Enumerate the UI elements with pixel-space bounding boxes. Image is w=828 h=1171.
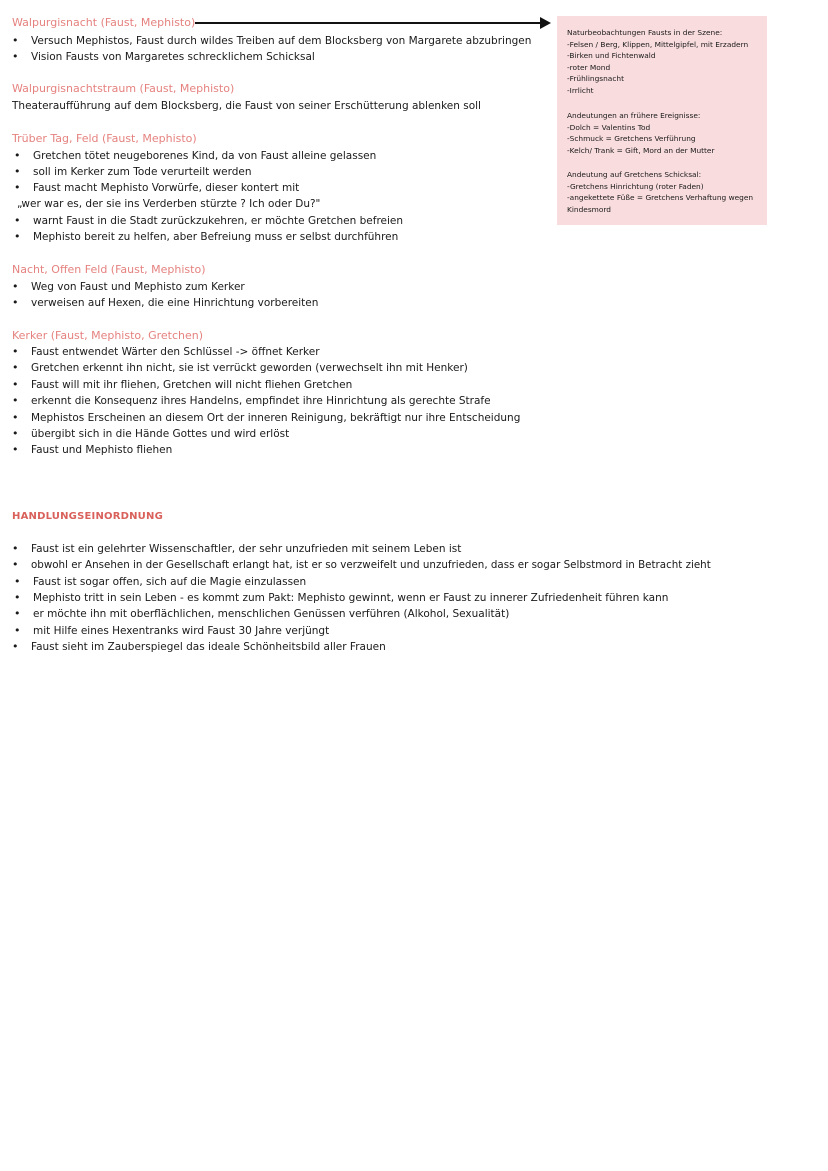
list-item: • erkennt die Konsequenz ihres Handelns, empfindet ihre Hinrichtung als gerechte Strafe bbox=[31, 394, 491, 408]
arrow-head-icon bbox=[540, 17, 551, 29]
list-item: • Faust macht Mephisto Vorwürfe, dieser kontert mit bbox=[33, 181, 299, 195]
list-item: • Vision Fausts von Margaretes schrecklichem Schicksal bbox=[31, 50, 315, 64]
list-item: • Weg von Faust und Mephisto zum Kerker bbox=[31, 280, 245, 294]
list-item: • soll im Kerker zum Tode verurteilt werden bbox=[33, 165, 252, 179]
note-line: -angekettete Füße = Gretchens Verhaftung wegen bbox=[567, 193, 754, 202]
list-item: • Faust sieht im Zauberspiegel das ideale Schönheitsbild aller Frauen bbox=[31, 640, 386, 654]
note-line: -Dolch = Valentins Tod bbox=[567, 123, 651, 132]
list-item: • Gretchen tötet neugeborenes Kind, da von Faust alleine gelassen bbox=[33, 149, 376, 163]
list-item: • Faust entwendet Wärter den Schlüssel -> öffnet Kerker bbox=[31, 345, 320, 359]
list-item: • verweisen auf Hexen, die eine Hinrichtung vorbereiten bbox=[31, 296, 318, 310]
list-item: • Faust ist ein gelehrter Wissenschaftler, der sehr unzufrieden mit seinem Leben ist bbox=[31, 542, 461, 556]
section-heading: Nacht, Offen Feld (Faust, Mephisto) bbox=[12, 263, 206, 276]
list-item: • mit Hilfe eines Hexentranks wird Faust 30 Jahre verjüngt bbox=[33, 624, 329, 638]
section-heading: Kerker (Faust, Mephisto, Gretchen) bbox=[12, 329, 204, 342]
note-line: -Schmuck = Gretchens Verführung bbox=[567, 134, 696, 143]
note-line: -roter Mond bbox=[567, 63, 611, 72]
list-item: • übergibt sich in die Hände Gottes und wird erlöst bbox=[31, 427, 289, 441]
list-item: • er möchte ihn mit oberflächlichen, menschlichen Genüssen verführen (Alkohol, Sexualität) bbox=[33, 607, 509, 621]
section-heading: Trüber Tag, Feld (Faust, Mephisto) bbox=[12, 132, 197, 145]
paragraph: Theateraufführung auf dem Blocksberg, die Faust von seiner Erschütterung ablenken soll bbox=[12, 100, 481, 112]
arrow-connector bbox=[195, 22, 543, 24]
note-line: -Gretchens Hinrichtung (roter Faden) bbox=[567, 182, 704, 191]
list-item: • obwohl er Ansehen in der Gesellschaft erlangt hat, ist er so verzweifelt und unzufrieden, dass er sogar Selbstmord in Betracht zieht bbox=[31, 558, 711, 572]
note-line: Andeutung auf Gretchens Schicksal: bbox=[567, 170, 702, 179]
note-line: Naturbeobachtungen Fausts in der Szene: bbox=[567, 28, 723, 37]
quote-line: „wer war es, der sie ins Verderben stürzte ? Ich oder Du?" bbox=[17, 198, 321, 210]
section-heading: HANDLUNGSEINORDNUNG bbox=[12, 511, 163, 522]
list-item: • Faust ist sogar offen, sich auf die Magie einzulassen bbox=[33, 575, 306, 589]
side-note bbox=[557, 16, 767, 225]
note-line: Andeutungen an frühere Ereignisse: bbox=[567, 111, 701, 120]
section-heading: Walpurgisnacht (Faust, Mephisto) bbox=[12, 16, 196, 29]
list-item: • Versuch Mephistos, Faust durch wildes Treiben auf dem Blocksberg von Margarete abzubringen bbox=[31, 34, 531, 48]
note-line: Kindesmord bbox=[567, 205, 611, 214]
section-heading: Walpurgisnachtstraum (Faust, Mephisto) bbox=[12, 82, 235, 95]
note-line: -Irrlicht bbox=[567, 86, 594, 95]
note-line: -Birken und Fichtenwald bbox=[567, 51, 656, 60]
list-item: • Mephistos Erscheinen an diesem Ort der inneren Reinigung, bekräftigt nur ihre Entscheidung bbox=[31, 411, 520, 425]
list-item: • Mephisto bereit zu helfen, aber Befreiung muss er selbst durchführen bbox=[33, 230, 398, 244]
note-line: -Frühlingsnacht bbox=[567, 74, 624, 83]
list-item: • Faust und Mephisto fliehen bbox=[31, 443, 172, 457]
list-item: • warnt Faust in die Stadt zurückzukehren, er möchte Gretchen befreien bbox=[33, 214, 403, 228]
note-line: -Kelch/ Trank = Gift, Mord an der Mutter bbox=[567, 146, 715, 155]
note-line: -Felsen / Berg, Klippen, Mittelgipfel, mit Erzadern bbox=[567, 40, 749, 49]
list-item: • Mephisto tritt in sein Leben - es kommt zum Pakt: Mephisto gewinnt, wenn er Faust zu innerer Zufriedenheit führen kann bbox=[33, 591, 668, 605]
list-item: • Gretchen erkennt ihn nicht, sie ist verrückt geworden (verwechselt ihn mit Henker) bbox=[31, 361, 468, 375]
list-item: • Faust will mit ihr fliehen, Gretchen will nicht fliehen Gretchen bbox=[31, 378, 352, 392]
